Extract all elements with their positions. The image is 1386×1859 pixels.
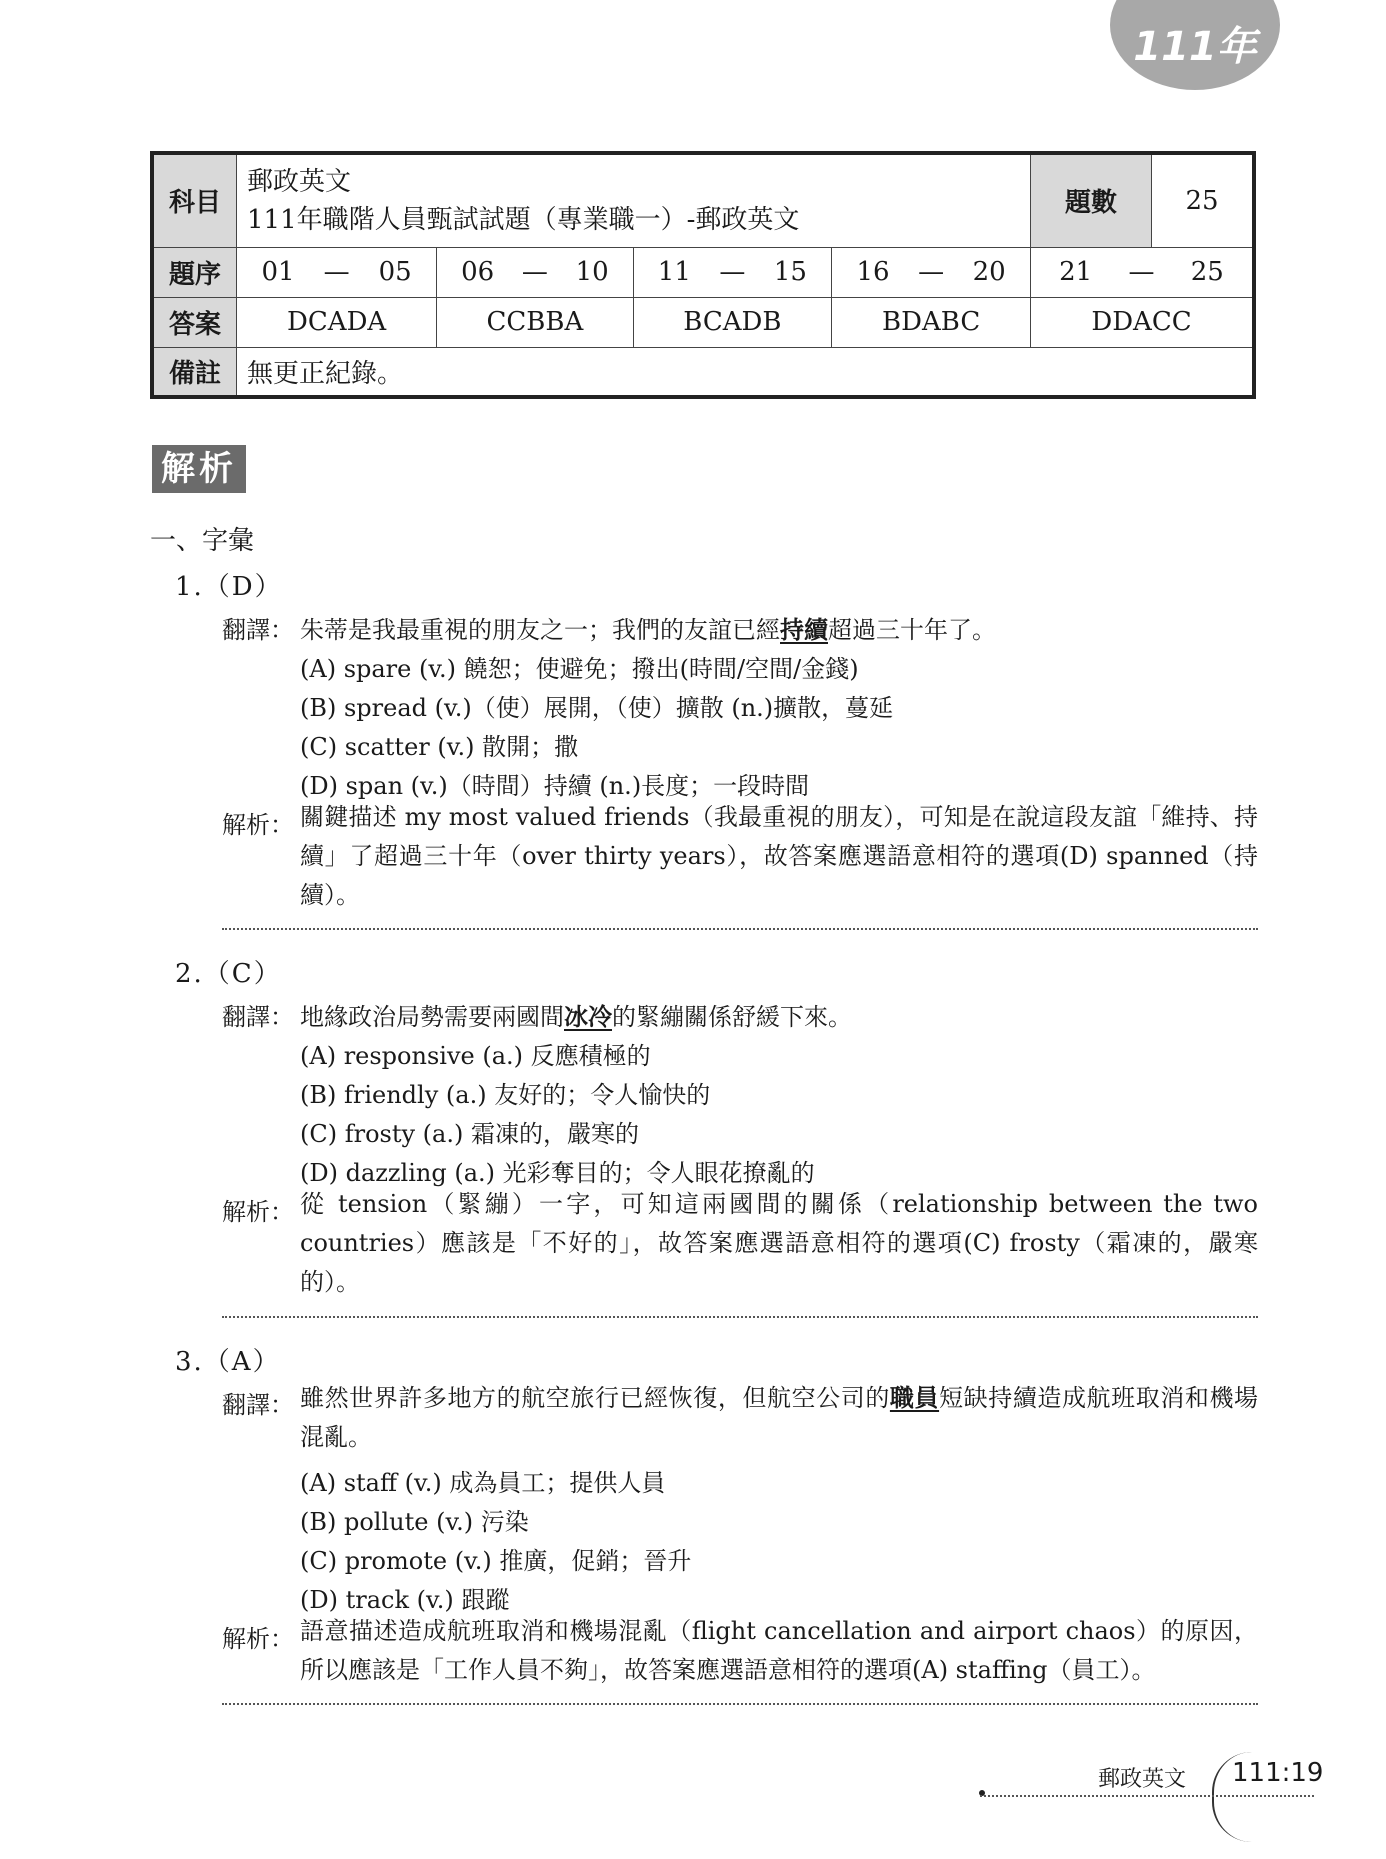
question-1-analysis: 關鍵描述 my most valued friends（我最重視的朋友），可知是在說這段友誼「維持、持續」了超過三十年（over thirty years），故答案應選語意相符的選項(D) spanned（持續）。 xyxy=(300,803,1258,909)
range-cell xyxy=(633,247,832,297)
translation-text: 雖然世界許多地方的航空旅行已經恢復，但航空公司的 xyxy=(300,1384,890,1412)
range-dash: — xyxy=(918,257,945,287)
question-3-translation xyxy=(300,1378,1258,1457)
note-value: 無更正紀錄。 xyxy=(237,347,1255,397)
analysis-label: 解析： xyxy=(222,1198,294,1226)
range-dash: — xyxy=(323,257,350,287)
question-1-translation xyxy=(300,610,1258,645)
translate-label: 翻譯： xyxy=(222,1003,294,1031)
range-cell xyxy=(1031,247,1255,297)
translate-label: 翻譯： xyxy=(222,616,294,644)
answer-header: 答案 xyxy=(152,297,237,347)
range-cell xyxy=(237,247,437,297)
option-d: (D) track (v.) 跟蹤 xyxy=(300,1586,510,1614)
footer-label: 郵政英文 xyxy=(1098,1767,1187,1792)
answer-cell: CCBBA xyxy=(437,297,633,347)
translation-text: 超過三十年了。 xyxy=(828,616,996,644)
range-to: 10 xyxy=(575,257,609,287)
count-header: 題數 xyxy=(1031,153,1152,247)
range-to: 20 xyxy=(972,257,1006,287)
subject-cell xyxy=(237,153,1031,247)
option-c: (C) promote (v.) 推廣，促銷；晉升 xyxy=(300,1547,692,1575)
keyword: 職員 xyxy=(889,1383,940,1412)
range-dash: — xyxy=(521,257,548,287)
answer-table xyxy=(150,151,1256,399)
question-3-analysis: 語意描述造成航班取消和機場混亂（flight cancellation and airport chaos）的原因，所以應該是「工作人員不夠」，故答案應選語意相符的選項(A) staffing（員工）。 xyxy=(300,1617,1258,1684)
range-cell xyxy=(437,247,633,297)
range-cell xyxy=(832,247,1031,297)
range-from: 01 xyxy=(261,257,295,287)
option-a: (A) spare (v.) 饒恕；使避免；撥出(時間/空間/金錢) xyxy=(300,655,859,683)
page-number: 111:19 xyxy=(1232,1758,1324,1788)
question-2-translation xyxy=(300,997,1258,1032)
year-badge: 111年 xyxy=(1110,0,1280,90)
subject-line-2: 111年職階人員甄試試題（專業職一）-郵政英文 xyxy=(247,204,800,235)
count-value: 25 xyxy=(1152,153,1255,247)
divider xyxy=(222,928,1258,930)
divider xyxy=(222,1316,1258,1318)
option-a: (A) responsive (a.) 反應積極的 xyxy=(300,1042,651,1070)
translation-text: 的緊繃關係舒緩下來。 xyxy=(612,1003,852,1031)
range-to: 05 xyxy=(378,257,412,287)
seq-header: 題序 xyxy=(152,247,237,297)
question-2-analysis: 從 tension（緊繃）一字，可知這兩國間的關係（relationship between the two countries）應該是「不好的」，故答案應選語意相符的選項(C) frosty（霜凍的，嚴寒的）。 xyxy=(300,1190,1258,1296)
range-to: 15 xyxy=(773,257,807,287)
vocabulary-heading: 一、字彙 xyxy=(150,526,255,556)
subject-line-1: 郵政英文 xyxy=(247,166,352,197)
option-d: (D) dazzling (a.) 光彩奪目的；令人眼花撩亂的 xyxy=(300,1159,815,1187)
range-from: 16 xyxy=(856,257,890,287)
option-d: (D) span (v.)（時間）持續 (n.)長度；一段時間 xyxy=(300,772,810,800)
option-a: (A) staff (v.) 成為員工；提供人員 xyxy=(300,1469,666,1497)
analysis-label: 解析： xyxy=(222,811,294,839)
question-3-head: 3.（A） xyxy=(175,1347,281,1377)
translation-text: 短缺持續造成航班取消和機場混亂。 xyxy=(300,1384,1259,1451)
answer-cell: DDACC xyxy=(1031,297,1255,347)
option-c: (C) scatter (v.) 散開；撒 xyxy=(300,733,579,761)
range-from: 21 xyxy=(1059,257,1093,287)
note-header: 備註 xyxy=(152,347,237,397)
option-b: (B) spread (v.)（使）展開，（使）擴散 (n.)擴散，蔓延 xyxy=(300,694,894,722)
divider xyxy=(222,1703,1258,1705)
subject-header: 科目 xyxy=(152,153,237,247)
translation-text: 地緣政治局勢需要兩國間 xyxy=(300,1003,564,1031)
section-title: 解析 xyxy=(152,445,246,493)
range-dash: — xyxy=(1128,257,1155,287)
footer-line xyxy=(980,1795,1314,1797)
option-c: (C) frosty (a.) 霜凍的，嚴寒的 xyxy=(300,1120,639,1148)
translation-text: 朱蒂是我最重視的朋友之一；我們的友誼已經 xyxy=(300,616,780,644)
answer-cell: DCADA xyxy=(237,297,437,347)
answer-cell: BCADB xyxy=(633,297,832,347)
question-1-head: 1.（D） xyxy=(175,572,283,602)
answer-cell: BDABC xyxy=(832,297,1031,347)
range-to: 25 xyxy=(1190,257,1224,287)
range-from: 11 xyxy=(657,257,691,287)
translate-label: 翻譯： xyxy=(222,1391,294,1419)
range-from: 06 xyxy=(461,257,495,287)
keyword: 持續 xyxy=(780,615,828,644)
question-2-head: 2.（C） xyxy=(175,959,282,989)
keyword: 冰冷 xyxy=(564,1002,612,1031)
range-dash: — xyxy=(719,257,746,287)
option-b: (B) pollute (v.) 污染 xyxy=(300,1508,529,1536)
option-b: (B) friendly (a.) 友好的；令人愉快的 xyxy=(300,1081,711,1109)
analysis-label: 解析： xyxy=(222,1625,294,1653)
